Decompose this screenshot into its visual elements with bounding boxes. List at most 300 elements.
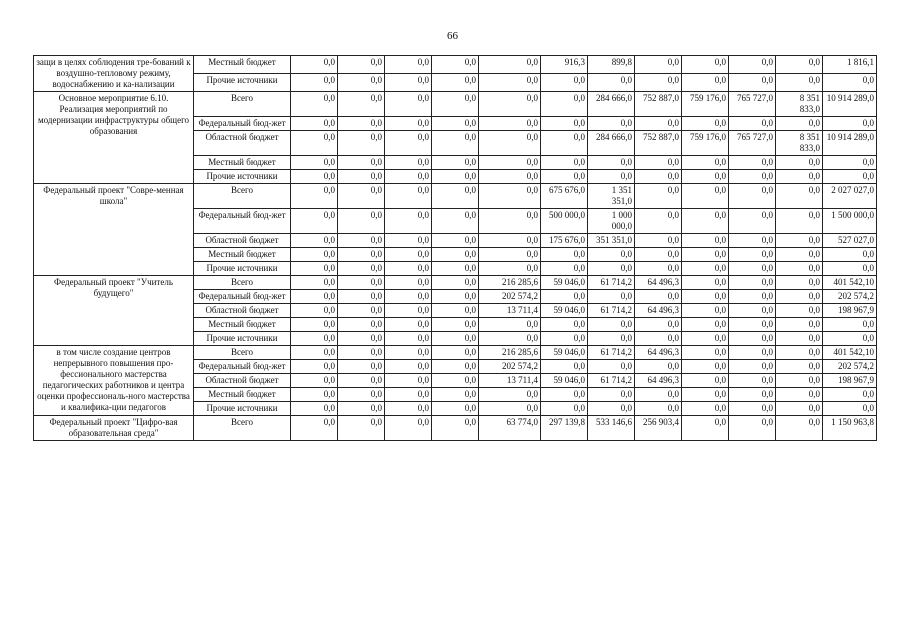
value-cell: 0,0	[776, 374, 823, 388]
value-cell: 0,0	[338, 416, 385, 441]
value-cell: 0,0	[729, 304, 776, 318]
value-cell: 0,0	[338, 374, 385, 388]
value-cell: 0,0	[776, 276, 823, 290]
value-cell: 0,0	[291, 346, 338, 360]
value-cell: 0,0	[588, 332, 635, 346]
value-cell: 0,0	[432, 388, 479, 402]
value-cell: 0,0	[479, 170, 541, 184]
value-cell: 0,0	[385, 170, 432, 184]
value-cell: 0,0	[432, 346, 479, 360]
value-cell: 284 666,0	[588, 92, 635, 117]
value-cell: 0,0	[385, 276, 432, 290]
value-cell: 0,0	[291, 318, 338, 332]
value-cell: 0,0	[385, 74, 432, 92]
value-cell: 0,0	[541, 92, 588, 117]
value-cell: 0,0	[291, 131, 338, 156]
value-cell: 0,0	[479, 156, 541, 170]
value-cell: 759 176,0	[682, 131, 729, 156]
funding-source: Прочие источники	[194, 74, 291, 92]
funding-source: Всего	[194, 346, 291, 360]
value-cell: 0,0	[432, 74, 479, 92]
value-cell: 0,0	[823, 388, 877, 402]
value-cell: 0,0	[729, 290, 776, 304]
value-cell: 0,0	[635, 318, 682, 332]
value-cell: 0,0	[479, 184, 541, 209]
value-cell: 0,0	[635, 209, 682, 234]
value-cell: 0,0	[635, 388, 682, 402]
value-cell: 0,0	[729, 117, 776, 131]
value-cell: 0,0	[479, 388, 541, 402]
value-cell: 0,0	[291, 360, 338, 374]
value-cell: 0,0	[385, 248, 432, 262]
value-cell: 0,0	[479, 117, 541, 131]
funding-source: Федеральный бюд-жет	[194, 290, 291, 304]
value-cell: 0,0	[291, 248, 338, 262]
value-cell: 0,0	[385, 234, 432, 248]
value-cell: 0,0	[541, 117, 588, 131]
value-cell: 0,0	[823, 402, 877, 416]
value-cell: 0,0	[541, 131, 588, 156]
value-cell: 0,0	[682, 290, 729, 304]
value-cell: 198 967,9	[823, 304, 877, 318]
value-cell: 0,0	[682, 346, 729, 360]
value-cell: 0,0	[776, 360, 823, 374]
funding-source: Всего	[194, 416, 291, 441]
value-cell: 1 150 963,8	[823, 416, 877, 441]
value-cell: 0,0	[635, 234, 682, 248]
value-cell: 0,0	[432, 402, 479, 416]
value-cell: 0,0	[588, 388, 635, 402]
table-row	[34, 92, 877, 117]
value-cell: 0,0	[432, 304, 479, 318]
value-cell: 0,0	[729, 170, 776, 184]
value-cell: 0,0	[635, 117, 682, 131]
value-cell: 0,0	[541, 290, 588, 304]
section-title: Федеральный проект "Учитель будущего"	[34, 276, 194, 346]
value-cell: 0,0	[729, 388, 776, 402]
value-cell: 0,0	[432, 276, 479, 290]
value-cell: 0,0	[635, 262, 682, 276]
value-cell: 0,0	[432, 318, 479, 332]
value-cell: 0,0	[432, 360, 479, 374]
budget-table	[33, 55, 877, 441]
value-cell: 0,0	[385, 209, 432, 234]
value-cell: 0,0	[635, 290, 682, 304]
value-cell: 0,0	[338, 234, 385, 248]
value-cell: 0,0	[682, 156, 729, 170]
value-cell: 0,0	[291, 184, 338, 209]
value-cell: 0,0	[432, 56, 479, 74]
value-cell: 0,0	[541, 74, 588, 92]
value-cell: 0,0	[291, 388, 338, 402]
value-cell: 10 914 289,0	[823, 131, 877, 156]
value-cell: 0,0	[479, 262, 541, 276]
value-cell: 216 285,6	[479, 276, 541, 290]
value-cell: 0,0	[385, 156, 432, 170]
value-cell: 0,0	[588, 402, 635, 416]
value-cell: 0,0	[588, 170, 635, 184]
value-cell: 0,0	[385, 346, 432, 360]
value-cell: 0,0	[776, 332, 823, 346]
value-cell: 0,0	[291, 209, 338, 234]
funding-source: Местный бюджет	[194, 318, 291, 332]
value-cell: 0,0	[291, 92, 338, 117]
value-cell: 0,0	[682, 318, 729, 332]
value-cell: 916,3	[541, 56, 588, 74]
funding-source: Местный бюджет	[194, 156, 291, 170]
value-cell: 1 000 000,0	[588, 209, 635, 234]
value-cell: 64 496,3	[635, 346, 682, 360]
funding-source: Местный бюджет	[194, 388, 291, 402]
value-cell: 0,0	[338, 346, 385, 360]
value-cell: 0,0	[776, 346, 823, 360]
value-cell: 0,0	[635, 74, 682, 92]
value-cell: 0,0	[338, 360, 385, 374]
funding-source: Местный бюджет	[194, 248, 291, 262]
section-title: защи в целях соблюдения тре-бований к воздушно-тепловому режиму, водоснабжению и ка-нализации	[34, 56, 194, 92]
funding-source: Прочие источники	[194, 170, 291, 184]
value-cell: 0,0	[541, 262, 588, 276]
value-cell: 0,0	[729, 209, 776, 234]
value-cell: 0,0	[729, 276, 776, 290]
value-cell: 401 542,10	[823, 276, 877, 290]
value-cell: 0,0	[338, 184, 385, 209]
value-cell: 64 496,3	[635, 304, 682, 318]
value-cell: 0,0	[432, 262, 479, 276]
funding-source: Прочие источники	[194, 402, 291, 416]
value-cell: 0,0	[729, 318, 776, 332]
value-cell: 527 027,0	[823, 234, 877, 248]
value-cell: 0,0	[291, 156, 338, 170]
value-cell: 0,0	[729, 56, 776, 74]
value-cell: 0,0	[385, 360, 432, 374]
value-cell: 0,0	[385, 56, 432, 74]
value-cell: 61 714,2	[588, 304, 635, 318]
value-cell: 0,0	[776, 170, 823, 184]
value-cell: 0,0	[291, 416, 338, 441]
value-cell: 0,0	[635, 332, 682, 346]
value-cell: 13 711,4	[479, 374, 541, 388]
value-cell: 0,0	[385, 402, 432, 416]
value-cell: 0,0	[291, 374, 338, 388]
value-cell: 0,0	[385, 290, 432, 304]
value-cell: 0,0	[776, 74, 823, 92]
value-cell: 0,0	[432, 290, 479, 304]
value-cell: 61 714,2	[588, 276, 635, 290]
value-cell: 0,0	[385, 332, 432, 346]
value-cell: 0,0	[776, 156, 823, 170]
value-cell: 0,0	[385, 117, 432, 131]
value-cell: 401 542,10	[823, 346, 877, 360]
value-cell: 0,0	[432, 416, 479, 441]
value-cell: 2 027 027,0	[823, 184, 877, 209]
value-cell: 0,0	[541, 360, 588, 374]
funding-source: Федеральный бюд-жет	[194, 209, 291, 234]
value-cell: 0,0	[776, 318, 823, 332]
value-cell: 0,0	[338, 262, 385, 276]
value-cell: 0,0	[291, 332, 338, 346]
value-cell: 0,0	[776, 402, 823, 416]
value-cell: 675 676,0	[541, 184, 588, 209]
value-cell: 61 714,2	[588, 346, 635, 360]
value-cell: 0,0	[729, 234, 776, 248]
value-cell: 0,0	[338, 388, 385, 402]
value-cell: 0,0	[338, 209, 385, 234]
value-cell: 0,0	[432, 374, 479, 388]
value-cell: 0,0	[588, 117, 635, 131]
value-cell: 0,0	[291, 117, 338, 131]
value-cell: 0,0	[776, 290, 823, 304]
value-cell: 0,0	[823, 248, 877, 262]
value-cell: 0,0	[432, 156, 479, 170]
value-cell: 0,0	[338, 74, 385, 92]
funding-source: Областной бюджет	[194, 374, 291, 388]
funding-source: Местный бюджет	[194, 56, 291, 74]
value-cell: 0,0	[291, 56, 338, 74]
value-cell: 0,0	[682, 402, 729, 416]
value-cell: 297 139,8	[541, 416, 588, 441]
value-cell: 0,0	[823, 262, 877, 276]
value-cell: 765 727,0	[729, 92, 776, 117]
value-cell: 0,0	[682, 388, 729, 402]
value-cell: 202 574,2	[823, 290, 877, 304]
value-cell: 0,0	[291, 262, 338, 276]
value-cell: 0,0	[432, 209, 479, 234]
value-cell: 0,0	[479, 402, 541, 416]
value-cell: 0,0	[385, 92, 432, 117]
value-cell: 0,0	[541, 318, 588, 332]
value-cell: 0,0	[729, 402, 776, 416]
value-cell: 0,0	[682, 74, 729, 92]
value-cell: 351 351,0	[588, 234, 635, 248]
value-cell: 0,0	[729, 156, 776, 170]
value-cell: 0,0	[776, 209, 823, 234]
value-cell: 0,0	[635, 156, 682, 170]
value-cell: 0,0	[291, 170, 338, 184]
funding-source: Всего	[194, 92, 291, 117]
value-cell: 0,0	[338, 290, 385, 304]
funding-source: Всего	[194, 276, 291, 290]
section-title: Федеральный проект "Цифро-вая образовательная среда"	[34, 416, 194, 441]
value-cell: 0,0	[776, 234, 823, 248]
value-cell: 0,0	[291, 402, 338, 416]
value-cell: 0,0	[682, 262, 729, 276]
value-cell: 0,0	[682, 170, 729, 184]
value-cell: 0,0	[682, 184, 729, 209]
value-cell: 0,0	[338, 170, 385, 184]
value-cell: 0,0	[291, 234, 338, 248]
value-cell: 0,0	[479, 318, 541, 332]
value-cell: 198 967,9	[823, 374, 877, 388]
value-cell: 0,0	[682, 234, 729, 248]
value-cell: 0,0	[338, 131, 385, 156]
value-cell: 899,8	[588, 56, 635, 74]
value-cell: 0,0	[385, 131, 432, 156]
section-title: Федеральный проект "Совре-менная школа"	[34, 184, 194, 276]
value-cell: 13 711,4	[479, 304, 541, 318]
value-cell: 59 046,0	[541, 276, 588, 290]
value-cell: 0,0	[541, 402, 588, 416]
value-cell: 202 574,2	[823, 360, 877, 374]
value-cell: 0,0	[776, 262, 823, 276]
value-cell: 0,0	[729, 332, 776, 346]
value-cell: 0,0	[635, 402, 682, 416]
value-cell: 0,0	[823, 318, 877, 332]
value-cell: 0,0	[588, 248, 635, 262]
value-cell: 0,0	[479, 248, 541, 262]
value-cell: 0,0	[635, 56, 682, 74]
value-cell: 0,0	[729, 346, 776, 360]
value-cell: 0,0	[541, 332, 588, 346]
value-cell: 0,0	[479, 92, 541, 117]
value-cell: 63 774,0	[479, 416, 541, 441]
value-cell: 0,0	[823, 170, 877, 184]
value-cell: 0,0	[776, 416, 823, 441]
value-cell: 0,0	[729, 74, 776, 92]
funding-source: Федеральный бюд-жет	[194, 360, 291, 374]
value-cell: 0,0	[291, 74, 338, 92]
value-cell: 1 351 351,0	[588, 184, 635, 209]
value-cell: 0,0	[479, 209, 541, 234]
value-cell: 0,0	[385, 374, 432, 388]
value-cell: 0,0	[291, 304, 338, 318]
value-cell: 0,0	[682, 276, 729, 290]
value-cell: 0,0	[541, 248, 588, 262]
value-cell: 500 000,0	[541, 209, 588, 234]
value-cell: 0,0	[385, 388, 432, 402]
funding-source: Прочие источники	[194, 262, 291, 276]
value-cell: 0,0	[682, 360, 729, 374]
value-cell: 0,0	[385, 304, 432, 318]
funding-source: Областной бюджет	[194, 131, 291, 156]
value-cell: 0,0	[682, 248, 729, 262]
table-row	[34, 346, 877, 360]
value-cell: 0,0	[338, 248, 385, 262]
value-cell: 0,0	[776, 304, 823, 318]
value-cell: 533 146,6	[588, 416, 635, 441]
value-cell: 0,0	[479, 332, 541, 346]
table-row	[34, 276, 877, 290]
value-cell: 0,0	[588, 262, 635, 276]
value-cell: 59 046,0	[541, 374, 588, 388]
value-cell: 284 666,0	[588, 131, 635, 156]
section-title: Основное мероприятие 6.10. Реализация мероприятий по модернизации инфраструктуры общего образования	[34, 92, 194, 184]
value-cell: 0,0	[729, 184, 776, 209]
value-cell: 0,0	[776, 184, 823, 209]
funding-source: Областной бюджет	[194, 234, 291, 248]
value-cell: 0,0	[635, 170, 682, 184]
section-title: в том числе создание центров непрерывного повышения про-фессионального мастерства педагогических работников и центра оценки профессиональ-ного мастерства и квалифика-ции педагогов	[34, 346, 194, 416]
value-cell: 0,0	[682, 374, 729, 388]
value-cell: 0,0	[338, 92, 385, 117]
value-cell: 752 887,0	[635, 131, 682, 156]
value-cell: 0,0	[588, 360, 635, 374]
value-cell: 0,0	[588, 318, 635, 332]
value-cell: 0,0	[479, 234, 541, 248]
value-cell: 0,0	[682, 56, 729, 74]
value-cell: 10 914 289,0	[823, 92, 877, 117]
value-cell: 0,0	[385, 416, 432, 441]
value-cell: 0,0	[479, 74, 541, 92]
value-cell: 1 500 000,0	[823, 209, 877, 234]
value-cell: 256 903,4	[635, 416, 682, 441]
value-cell: 0,0	[338, 117, 385, 131]
value-cell: 0,0	[338, 56, 385, 74]
value-cell: 0,0	[432, 131, 479, 156]
value-cell: 0,0	[479, 131, 541, 156]
value-cell: 0,0	[479, 56, 541, 74]
value-cell: 0,0	[432, 92, 479, 117]
value-cell: 0,0	[385, 262, 432, 276]
value-cell: 0,0	[385, 318, 432, 332]
value-cell: 0,0	[588, 290, 635, 304]
page-number: 66	[447, 30, 458, 42]
value-cell: 0,0	[635, 184, 682, 209]
value-cell: 59 046,0	[541, 346, 588, 360]
value-cell: 0,0	[682, 416, 729, 441]
value-cell: 0,0	[588, 156, 635, 170]
value-cell: 61 714,2	[588, 374, 635, 388]
value-cell: 0,0	[729, 416, 776, 441]
value-cell: 0,0	[291, 290, 338, 304]
value-cell: 759 176,0	[682, 92, 729, 117]
value-cell: 0,0	[729, 360, 776, 374]
value-cell: 0,0	[729, 262, 776, 276]
table-row	[34, 184, 877, 209]
value-cell: 0,0	[338, 156, 385, 170]
funding-source: Федеральный бюд-жет	[194, 117, 291, 131]
value-cell: 59 046,0	[541, 304, 588, 318]
value-cell: 202 574,2	[479, 290, 541, 304]
value-cell: 0,0	[635, 248, 682, 262]
value-cell: 0,0	[541, 156, 588, 170]
value-cell: 0,0	[823, 74, 877, 92]
value-cell: 0,0	[432, 184, 479, 209]
value-cell: 175 676,0	[541, 234, 588, 248]
value-cell: 0,0	[823, 117, 877, 131]
value-cell: 0,0	[338, 276, 385, 290]
value-cell: 8 351 833,0	[776, 131, 823, 156]
value-cell: 216 285,6	[479, 346, 541, 360]
value-cell: 0,0	[729, 374, 776, 388]
value-cell: 0,0	[682, 117, 729, 131]
value-cell: 0,0	[682, 332, 729, 346]
value-cell: 0,0	[338, 304, 385, 318]
value-cell: 0,0	[338, 318, 385, 332]
funding-source: Областной бюджет	[194, 304, 291, 318]
value-cell: 0,0	[776, 56, 823, 74]
funding-source: Прочие источники	[194, 332, 291, 346]
value-cell: 0,0	[776, 117, 823, 131]
funding-source: Всего	[194, 184, 291, 209]
value-cell: 8 351 833,0	[776, 92, 823, 117]
value-cell: 0,0	[588, 74, 635, 92]
value-cell: 1 816,1	[823, 56, 877, 74]
value-cell: 0,0	[776, 248, 823, 262]
value-cell: 0,0	[729, 248, 776, 262]
value-cell: 0,0	[541, 170, 588, 184]
value-cell: 0,0	[432, 332, 479, 346]
value-cell: 0,0	[432, 170, 479, 184]
value-cell: 0,0	[776, 388, 823, 402]
value-cell: 64 496,3	[635, 276, 682, 290]
value-cell: 752 887,0	[635, 92, 682, 117]
table-row	[34, 416, 877, 441]
value-cell: 0,0	[635, 360, 682, 374]
value-cell: 64 496,3	[635, 374, 682, 388]
value-cell: 765 727,0	[729, 131, 776, 156]
value-cell: 0,0	[338, 402, 385, 416]
